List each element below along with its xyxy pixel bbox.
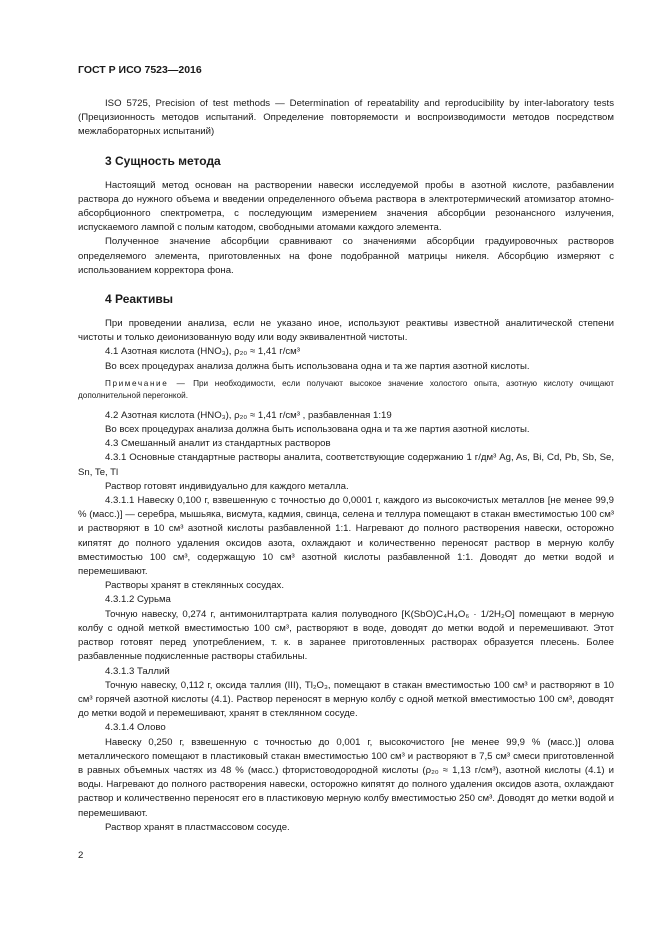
running-header: ГОСТ Р ИСО 7523—2016 [78,64,202,76]
page-number: 2 [78,850,84,861]
item-4-1: 4.1 Азотная кислота (HNO₃), ρ₂₀ ≈ 1,41 г/см³ [105,346,300,358]
section-3-paragraph-1: Настоящий метод основан на растворении навески исследуемой пробы в азотной кислоте, разбавлении раствора до нужного объема и введении определенного объема раствора в электротермический атомизатор атомно-абсорбционного спектрометра, с последующим измерением значения абсорбции резонансного излучения, испускаемого лампой с полым катодом, свободными атомами каждого элемента. [78,179,614,234]
item-4-3-1-3-text: Точную навеску, 0,112 г, оксида таллия (III), Tl₂O₃, помещают в стакан вместимостью 100 см³ и растворяют в 10 см³ горячей азотной кислоты (4.1). Раствор переносят в мерную колбу с одной меткой вместимостью 100 см³, доводят до метки водой и перемешивают, хранят в стеклянном сосуде. [78,679,614,720]
item-4-3-1-2-text: Точную навеску, 0,274 г, антимонилтартрата калия полуводного [K(SbO)C₄H₄O₆ · 1/2H₂O] помещают в мерную колбу с одной меткой вместимостью 100 см³, растворяют в воде, доводят до метки водой и перемешивают. Этот раствор готовят перед употреблением, т. к. в заранее приготовленных растворах образуется плесень. Более разбавленные подкисленные растворы стабильны. [78,608,614,663]
section-3-paragraph-2: Полученное значение абсорбции сравнивают со значениями абсорбции градуировочных растворов определяемого элемента, приготовленных на фоне подобранной матрицы никеля. Абсорбцию измеряют с использованием корректора фона. [78,236,614,276]
document-page [78,64,614,835]
note-block [78,378,614,403]
item-4-3-1-2-title: 4.3.1.2 Сурьма [105,594,171,606]
prep-each-metal: Раствор готовят индивидуально для каждого металла. [105,480,349,492]
store-glass: Растворы хранят в стеклянных сосудах. [105,580,284,592]
section-4-intro: При проведении анализа, если не указано иное, используют реактивы известной аналитической степени чистоты и только деионизованную воду или воду эквивалентной чистоты. [78,318,614,344]
item-4-3: 4.3 Смешанный аналит из стандартных растворов [105,438,331,450]
note-label: Примечание — [105,378,187,388]
reference-iso5725: ISO 5725, Precision of test methods — Determination of repeatability and reproducibility by inter-laboratory tests (Прецизионность методов испытаний. Определение повторяемости и воспроизводимости методов посредством межлабораторных испытаний) [78,98,614,138]
item-4-3-1-1: 4.3.1.1 Навеску 0,100 г, взвешенную с точностью до 0,0001 г, каждого из высокочистых металлов [не менее 99,9 % (масс.)] — серебра, мышьяка, висмута, кадмия, свинца, селена и теллура помещают в стакан вместимостью 100 см³ и растворяют в 10 см³ азотной кислоты разбавленной 1:1. Нагревают до полного растворения навески, осторожно кипятят до полного удаления оксидов азота, охлаждают и количественно переносят раствор в мерную колбу вместимостью 100 см³, содержащую 10 см³ азотной кислоты разбавленной 1:1. Доводят до метки водой и перемешивают. [78,495,614,578]
item-4-3-1-4-title: 4.3.1.4 Олово [105,722,166,734]
item-4-3-1: 4.3.1 Основные стандартные растворы аналита, соответствующие содержанию 1 г/дм³ Ag, As, Bi, Cd, Pb, Sb, Se, Sn, Te, Tl [78,452,614,478]
same-acid-note-2: Во всех процедурах анализа должна быть использована одна и та же партия азотной кислоты. [105,424,530,436]
section-4-title: 4 Реактивы [105,292,173,307]
item-4-3-1-3-title: 4.3.1.3 Таллий [105,665,170,677]
item-4-2: 4.2 Азотная кислота (HNO₃), ρ₂₀ ≈ 1,41 г/см³ , разбавленная 1:19 [105,409,392,421]
note-text: При необходимости, если получают высокое значение холостого опыта, азотную кислоту очищают дополнительной перегонкой. [78,378,614,401]
same-acid-note-1: Во всех процедурах анализа должна быть использована одна и та же партия азотной кислоты. [105,360,530,372]
item-4-3-1-4-text: Навеску 0,250 г, взвешенную с точностью до 0,001 г, высокочистого [не менее 99,9 % (масс.)] олова металлического помещают в пластиковый стакан вместимостью 100 см³ и растворяют в 7,5 см³ смеси приготовленной в равных объемных частях из 48 % (масс.) фтористоводородной кислоты (ρ₂₀ ≈ 1,13 г/см³), азотной кислоты (4.1) и воды. Нагревают до полного растворения навески, осторожно кипятят до полного удаления оксидов азота, охлаждают раствор и количественно переносят его в пластиковую мерную колбу вместимостью 250 см³. Доводят до метки водой и перемешивают. [78,736,614,819]
store-plastic: Раствор хранят в пластмассовом сосуде. [105,821,290,833]
section-3-title: 3 Сущность метода [105,153,221,168]
